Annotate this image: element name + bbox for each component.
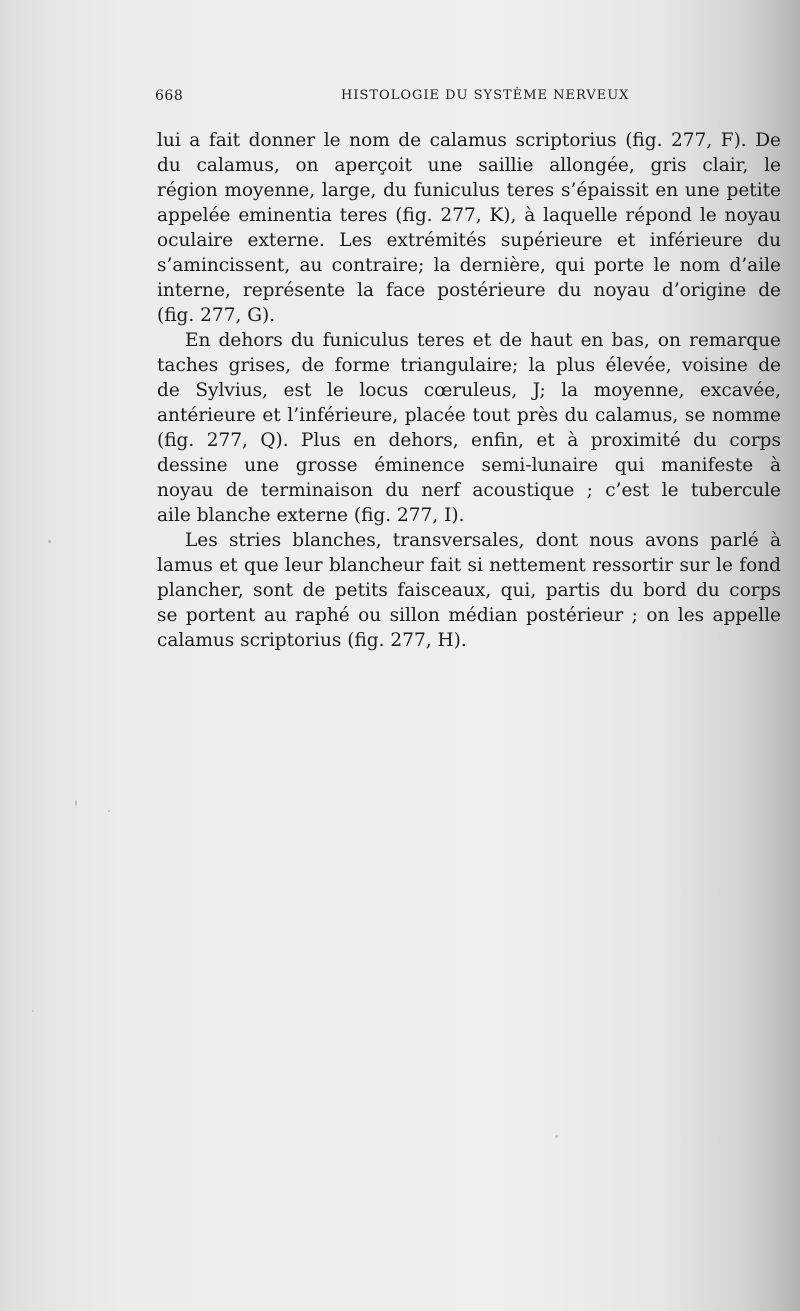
text-line: dessine une grosse éminence semi-lunaire qui manifeste à bbox=[157, 455, 781, 476]
text-line: interne, représente la face postérieure du noyau d’origine de bbox=[157, 280, 781, 301]
text-line: (fig. 277, Q). Plus en dehors, enfin, et à proximité du corps bbox=[157, 430, 781, 451]
paper-speck bbox=[75, 800, 77, 806]
text-line: aile blanche externe (fig. 277, I). bbox=[157, 505, 465, 526]
running-head bbox=[155, 88, 630, 110]
paper-speck bbox=[48, 540, 51, 543]
paper-speck bbox=[32, 1010, 34, 1012]
text-line: lui a fait donner le nom de calamus scriptorius (fig. 277, F). De bbox=[157, 130, 781, 151]
text-line: En dehors du funiculus teres et de haut en bas, on remarque bbox=[185, 330, 781, 351]
text-line: s’amincissent, au contraire; la dernière, qui porte le nom d’aile bbox=[157, 255, 781, 276]
text-line: du calamus, on aperçoit une saillie allongée, gris clair, le bbox=[157, 155, 781, 176]
text-line: taches grises, de forme triangulaire; la plus élevée, voisine de bbox=[157, 355, 781, 376]
body-text bbox=[157, 128, 781, 653]
text-line: lamus et que leur blancheur fait si nettement ressortir sur le fond bbox=[157, 555, 781, 576]
page-number: 668 bbox=[155, 88, 184, 104]
running-title: HISTOLOGIE DU SYSTÈME NERVEUX bbox=[341, 88, 630, 103]
paragraph-3 bbox=[157, 528, 781, 653]
text-line: région moyenne, large, du funiculus teres s’épaissit en une petite bbox=[157, 180, 781, 201]
paragraph-1 bbox=[157, 128, 781, 328]
text-line: oculaire externe. Les extrémités supérieure et inférieure du bbox=[157, 230, 781, 251]
text-line: Les stries blanches, transversales, dont nous avons parlé à bbox=[185, 530, 781, 551]
text-line: calamus scriptorius (fig. 277, H). bbox=[157, 630, 467, 651]
text-line: plancher, sont de petits faisceaux, qui, partis du bord du corps bbox=[157, 580, 781, 601]
text-line: (fig. 277, G). bbox=[157, 305, 276, 326]
paper-speck bbox=[108, 810, 110, 812]
text-line: appelée eminentia teres (fig. 277, K), à laquelle répond le noyau bbox=[157, 205, 781, 226]
paragraph-2 bbox=[157, 328, 781, 528]
text-line: noyau de terminaison du nerf acoustique ; c’est le tubercule bbox=[157, 480, 781, 501]
text-line: antérieure et l’inférieure, placée tout près du calamus, se nomme bbox=[157, 405, 781, 426]
text-line: de Sylvius, est le locus cœruleus, J; la moyenne, excavée, bbox=[157, 380, 781, 401]
text-line: se portent au raphé ou sillon médian postérieur ; on les appelle bbox=[157, 605, 781, 626]
paper-speck bbox=[555, 1135, 558, 1138]
